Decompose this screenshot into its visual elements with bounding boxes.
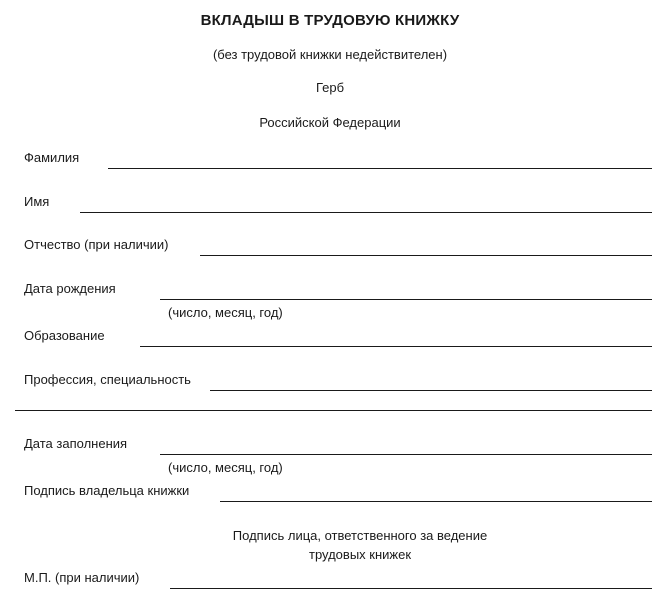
fill-date-field[interactable] (160, 454, 652, 455)
profession-continuation-field[interactable] (15, 410, 652, 411)
education-label: Образование (24, 328, 105, 343)
owner-signature-field[interactable] (220, 501, 652, 502)
federation-label: Российской Федерации (259, 115, 401, 130)
stamp-field[interactable] (170, 588, 652, 589)
fill-date-label: Дата заполнения (24, 436, 128, 451)
profession-label: Профессия, специальность (24, 372, 191, 387)
fill-date-hint: (число, месяц, год) (168, 460, 283, 475)
birth-date-field[interactable] (160, 299, 652, 300)
coat-of-arms-label: Герб (315, 80, 345, 95)
surname-field[interactable] (108, 168, 652, 169)
validity-note: (без трудовой книжки недействителен) (212, 47, 448, 62)
patronymic-label: Отчество (при наличии) (24, 237, 169, 252)
profession-field[interactable] (210, 390, 652, 391)
owner-signature-label: Подпись владельца книжки (24, 483, 190, 498)
first-name-field[interactable] (80, 212, 652, 213)
responsible-caption-line2: трудовых книжек (308, 547, 412, 562)
first-name-label: Имя (24, 194, 50, 209)
responsible-signature-caption (160, 526, 560, 564)
responsible-caption-line1: Подпись лица, ответственного за ведение (232, 528, 488, 543)
form-title: ВКЛАДЫШ В ТРУДОВУЮ КНИЖКУ (200, 12, 460, 29)
birth-date-hint: (число, месяц, год) (168, 305, 283, 320)
education-field[interactable] (140, 346, 652, 347)
birth-date-label: Дата рождения (24, 281, 116, 296)
patronymic-field[interactable] (200, 255, 652, 256)
stamp-label: М.П. (при наличии) (24, 570, 140, 585)
surname-label: Фамилия (24, 150, 80, 165)
